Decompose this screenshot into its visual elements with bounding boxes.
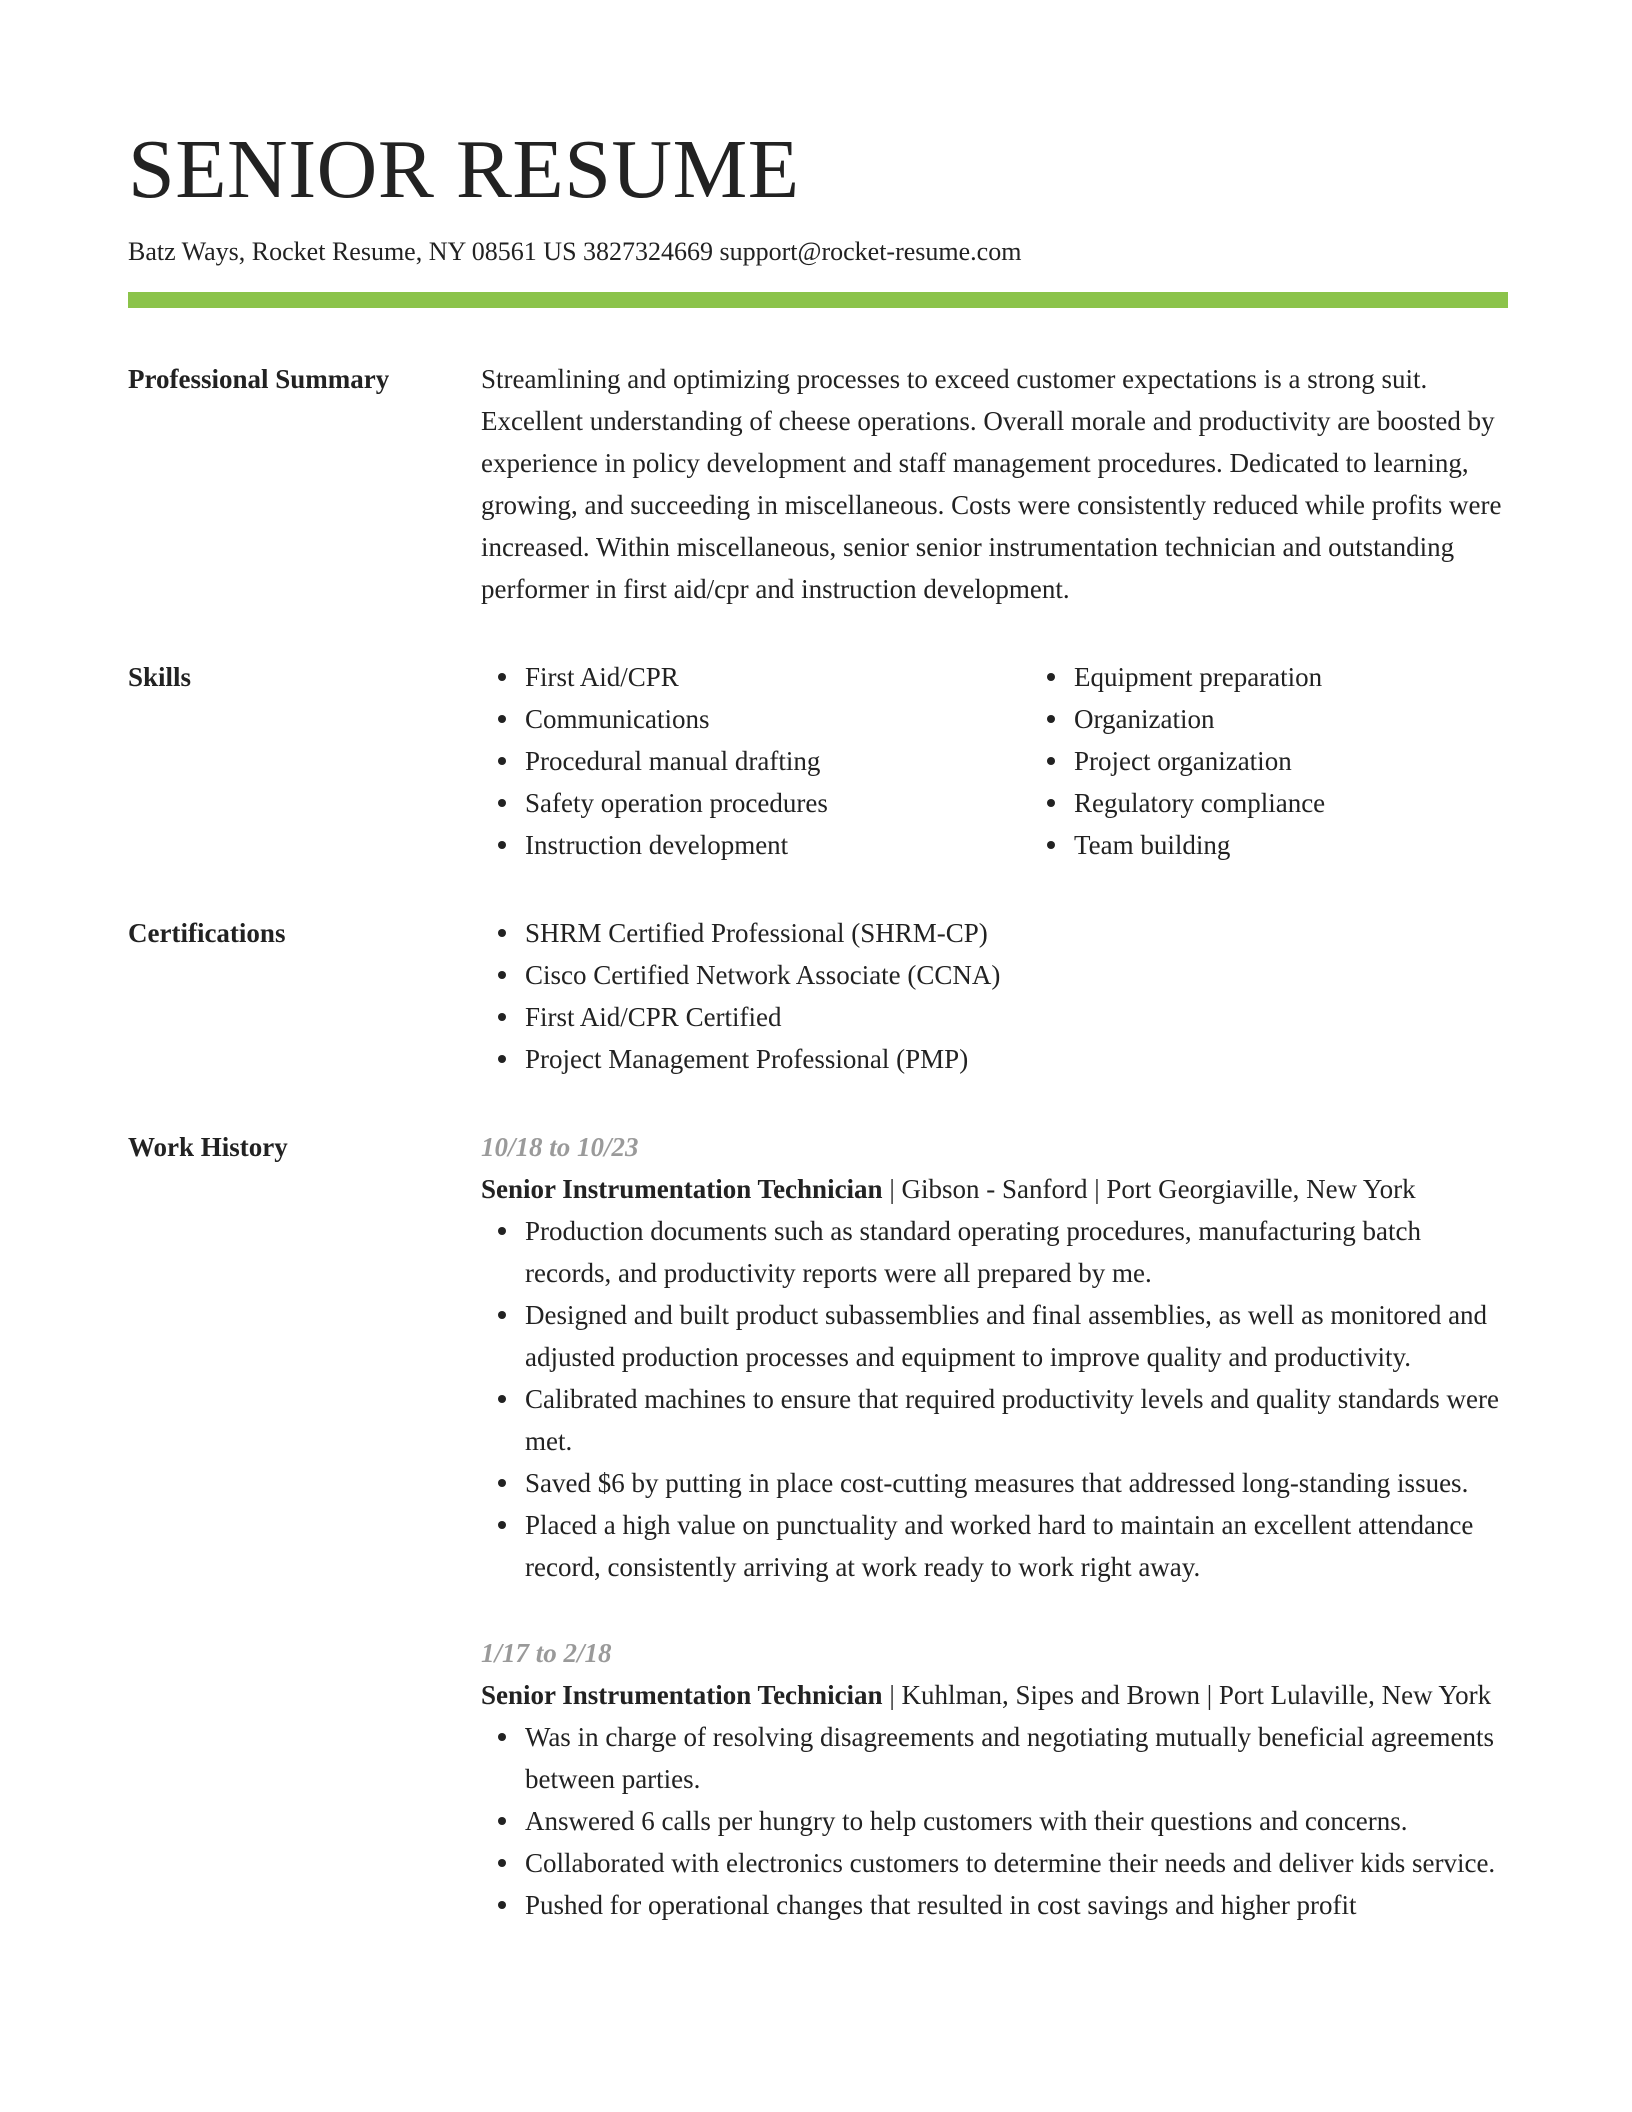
job-details: | Kuhlman, Sipes and Brown | Port Lulaville, New York bbox=[882, 1680, 1492, 1710]
job-details: | Gibson - Sanford | Port Georgiaville, New York bbox=[882, 1174, 1416, 1204]
job-bullet: Was in charge of resolving disagreements and negotiating mutually beneficial agreements between parties. bbox=[525, 1716, 1508, 1800]
skill-item: First Aid/CPR bbox=[525, 656, 1030, 698]
job-bullet: Placed a high value on punctuality and worked hard to maintain an excellent attendance record, consistently arriving at work ready to work right away. bbox=[525, 1504, 1508, 1588]
job-bullet: Designed and built product subassemblies and final assemblies, as well as monitored and adjusted production processes and equipment to improve quality and productivity. bbox=[525, 1294, 1508, 1378]
certification-item: SHRM Certified Professional (SHRM-CP) bbox=[525, 912, 1508, 954]
skill-item: Project organization bbox=[1074, 740, 1579, 782]
section-label: Professional Summary bbox=[128, 364, 390, 394]
job-title: Senior Instrumentation Technician bbox=[481, 1174, 883, 1204]
skill-item: Procedural manual drafting bbox=[525, 740, 1030, 782]
skills-section bbox=[128, 656, 1508, 866]
section-label: Skills bbox=[128, 662, 192, 692]
skill-item: Instruction development bbox=[525, 824, 1030, 866]
job-bullets bbox=[481, 1716, 1508, 1926]
resume-title: SENIOR RESUME bbox=[128, 123, 800, 216]
job-dates: 10/18 to 10/23 bbox=[481, 1132, 639, 1162]
job-bullet: Production documents such as standard operating procedures, manufacturing batch records, and productivity reports were all prepared by me. bbox=[525, 1210, 1508, 1294]
job-bullets bbox=[481, 1210, 1508, 1588]
job-entry bbox=[481, 1126, 1508, 1588]
skill-item: Safety operation procedures bbox=[525, 782, 1030, 824]
section-label: Work History bbox=[128, 1132, 288, 1162]
job-entry bbox=[481, 1632, 1508, 1926]
certifications-list bbox=[481, 912, 1508, 1080]
skill-item: Equipment preparation bbox=[1074, 656, 1579, 698]
contact-line: Batz Ways, Rocket Resume, NY 08561 US 3827324669 support@rocket-resume.com bbox=[128, 237, 1022, 266]
job-bullet: Calibrated machines to ensure that required productivity levels and quality standards were met. bbox=[525, 1378, 1508, 1462]
certification-item: Project Management Professional (PMP) bbox=[525, 1038, 1508, 1080]
section-label: Certifications bbox=[128, 918, 286, 948]
accent-divider bbox=[128, 292, 1508, 308]
skill-item: Team building bbox=[1074, 824, 1579, 866]
job-bullet: Saved $6 by putting in place cost-cutting measures that addressed long-standing issues. bbox=[525, 1462, 1508, 1504]
summary-section bbox=[128, 358, 1508, 610]
skill-item: Regulatory compliance bbox=[1074, 782, 1579, 824]
certification-item: Cisco Certified Network Associate (CCNA) bbox=[525, 954, 1508, 996]
resume-page bbox=[128, 120, 1508, 1926]
skill-item: Organization bbox=[1074, 698, 1579, 740]
job-heading bbox=[481, 1168, 1508, 1210]
job-bullet: Answered 6 calls per hungry to help customers with their questions and concerns. bbox=[525, 1800, 1508, 1842]
certification-item: First Aid/CPR Certified bbox=[525, 996, 1508, 1038]
job-heading bbox=[481, 1674, 1508, 1716]
skills-list-col1 bbox=[481, 656, 1030, 866]
job-bullet: Collaborated with electronics customers to determine their needs and deliver kids service. bbox=[525, 1842, 1508, 1884]
job-dates: 1/17 to 2/18 bbox=[481, 1638, 612, 1668]
job-bullet: Pushed for operational changes that resulted in cost savings and higher profit bbox=[525, 1884, 1508, 1926]
certifications-section bbox=[128, 912, 1508, 1080]
skill-item: Communications bbox=[525, 698, 1030, 740]
summary-text: Streamlining and optimizing processes to exceed customer expectations is a strong suit. Excellent understanding of cheese operations. Overall morale and productivity are boosted by experience in policy development and staff management procedures. Dedicated to learning, growing, and succeeding in miscellaneous. Costs were consistently reduced while profits were increased. Within miscellaneous, senior senior instrumentation technician and outstanding performer in first aid/cpr and instruction development. bbox=[481, 364, 1502, 604]
job-title: Senior Instrumentation Technician bbox=[481, 1680, 883, 1710]
skills-list-col2 bbox=[1030, 656, 1579, 866]
work-history-section bbox=[128, 1126, 1508, 1926]
